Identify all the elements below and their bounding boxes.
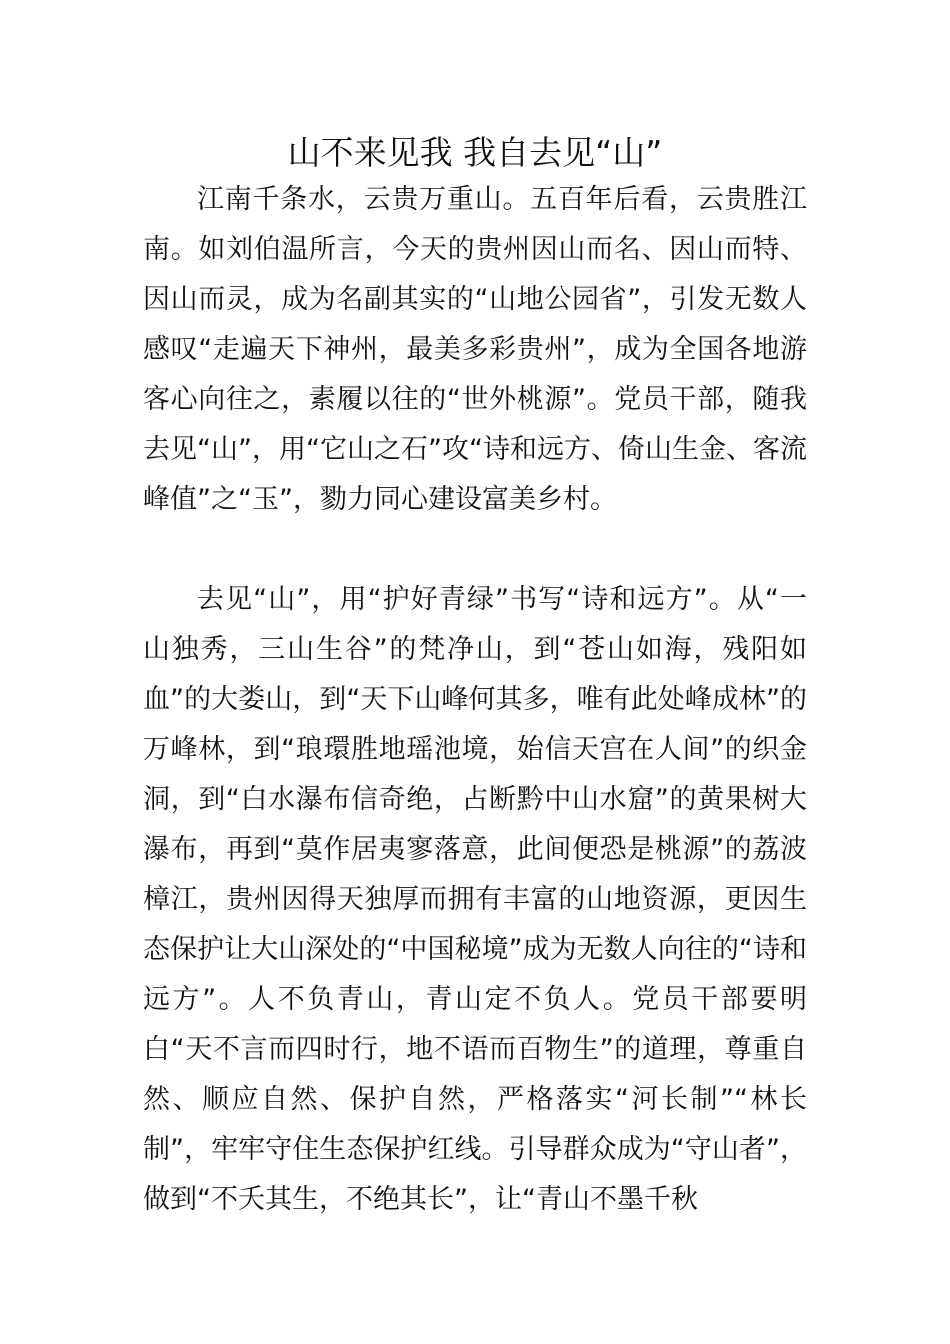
paragraph-2: 去见“山”，用“护好青绿”书写“诗和远方”。从“一山独秀，三山生谷”的梵净山，到“苍山如海，残阳如血”的大娄山，到“天下山峰何其多，唯有此处峰成林”的万峰林，到“琅環胜地瑶池境，始信天宫在人间”的织金洞，到“白水瀑布信奇绝，占断黔中山水窟”的黄果树大瀑布，再到“莫作居夷寥落意，此间便恐是桃源”的荔波樟江，贵州因得天独厚而拥有丰富的山地资源，更因生态保护让大山深处的“中国秘境”成为无数人向往的“诗和远方”。人不负青山，青山定不负人。党员干部要明白“天不言而四时行，地不语而百物生”的道理，尊重自然、顺应自然、保护自然，严格落实“河长制”“林长制”，牢牢守住生态保护红线。引导群众成为“守山者”，做到“不夭其生，不绝其长”，让“青山不墨千秋 bbox=[143, 584, 807, 1215]
document-title: 山不来见我 我自去见“山” bbox=[287, 133, 663, 172]
paragraph-1: 江南千条水，云贵万重山。五百年后看，云贵胜江南。如刘伯温所言，今天的贵州因山而名、因山而特、因山而灵，成为名副其实的“山地公园省”，引发无数人感叹“走遍天下神州，最美多彩贵州”，成为全国各地游客心向往之，素履以往的“世外桃源”。党员干部，随我去见“山”，用“它山之石”攻“诗和远方、倚山生金、客流峰值”之“玉”，勠力同心建设富美乡村。 bbox=[143, 184, 807, 515]
